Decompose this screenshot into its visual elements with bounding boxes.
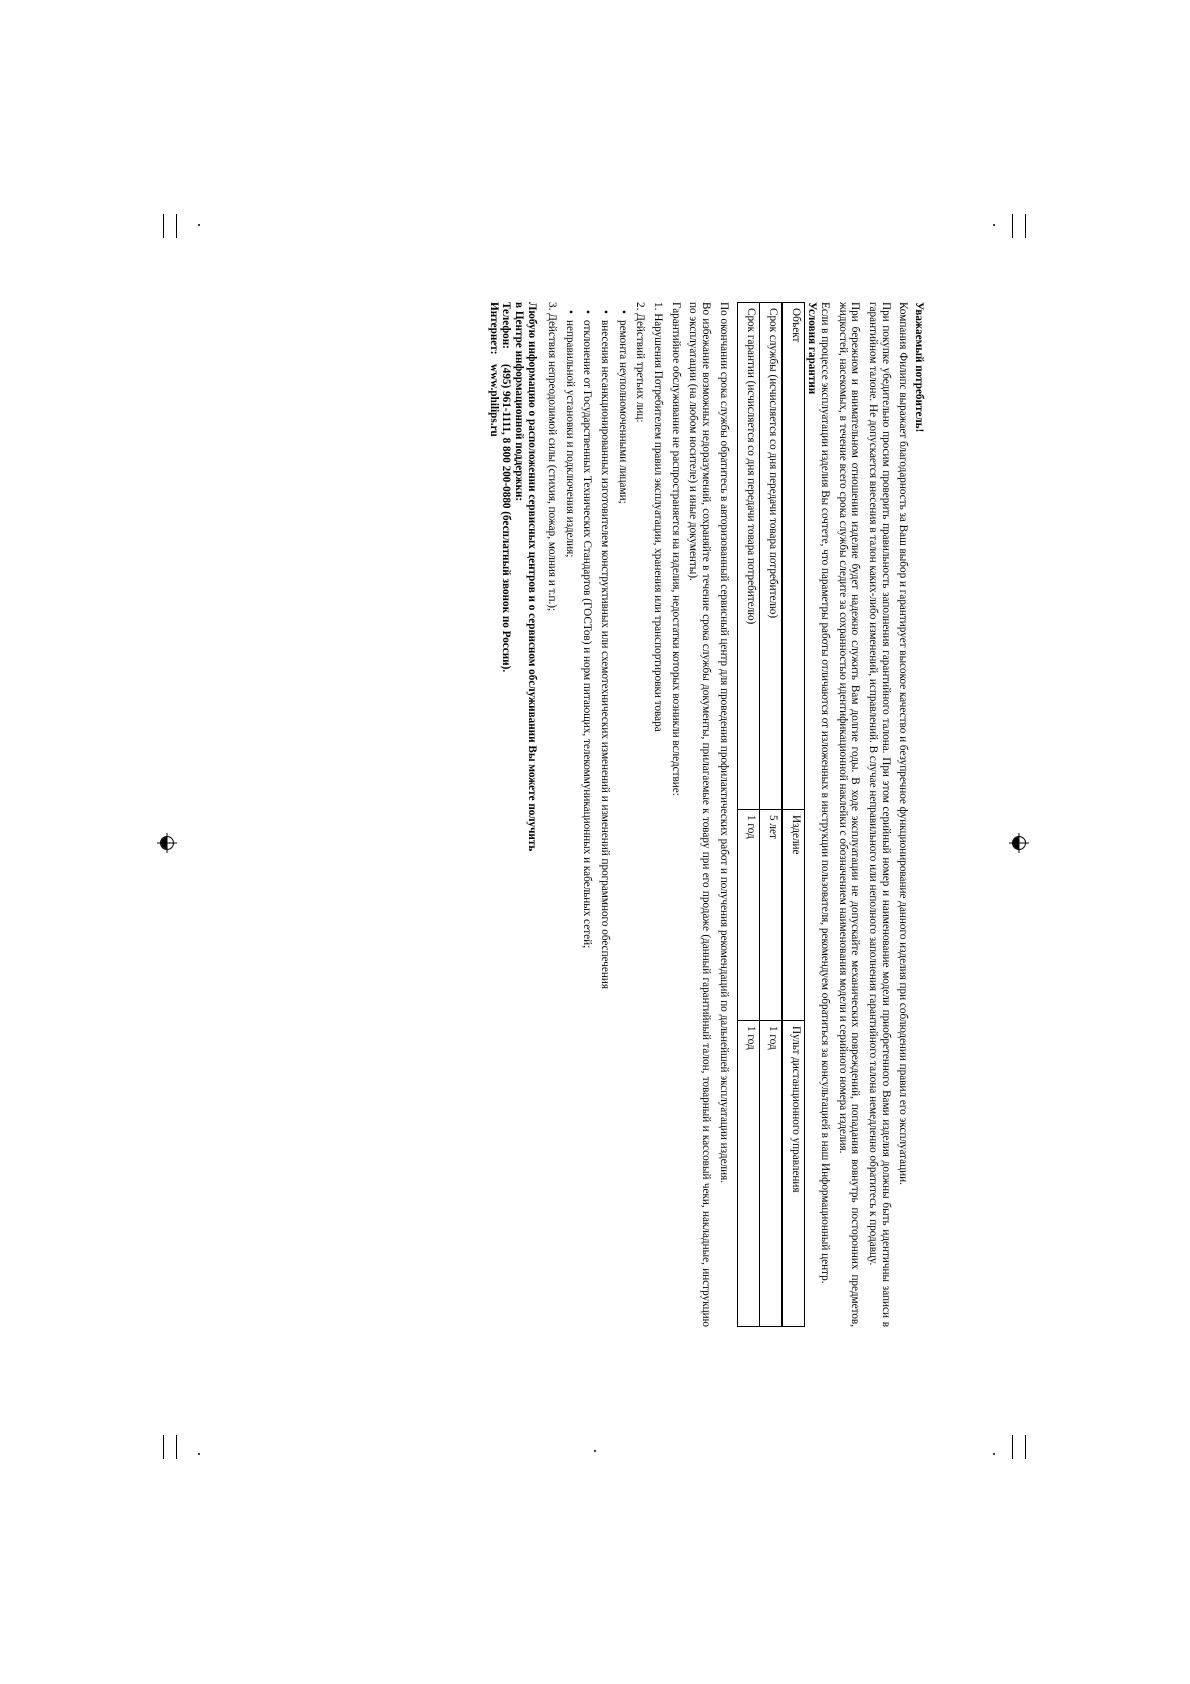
- condition-item-1: 1. Нарушения Потребителем правил эксплуатации, хранения или транспортировки товара: [652, 302, 665, 732]
- crop-dot: [993, 224, 995, 226]
- service-life-paragraph: По окончании срока службы обратитесь в авторизованный сервисный центр для проведения профилактических работ и получения рекомендаций по дальнейшей эксплуатации изделия.: [717, 302, 730, 1184]
- list-item: •отклонение от Государственных Технических Стандартов (ГОСТов) и норм питающих, телекоммуникационных и кабельных сетей;: [581, 310, 594, 949]
- table-row: [759, 303, 782, 1327]
- table-cell: Срок гарантии (исчисляется со дня передачи товара потребителю): [737, 303, 759, 810]
- warranty-table: [737, 302, 805, 1327]
- bullet-icon: •: [616, 310, 629, 314]
- crop-dot: [198, 1453, 200, 1455]
- crop-mark: [176, 214, 177, 238]
- crop-mark: [1025, 214, 1026, 238]
- table-cell: 1 год: [759, 1021, 782, 1327]
- phone-line: [500, 302, 513, 1327]
- crop-dot: [594, 1450, 596, 1452]
- crop-dot: [993, 1453, 995, 1455]
- crop-mark: [163, 214, 164, 238]
- crop-dot: [198, 224, 200, 226]
- contact-intro-2: в Центре информационной поддержки:: [512, 302, 525, 502]
- greeting-heading: Уважаемый потребитель!: [913, 302, 925, 433]
- bullet-icon: •: [581, 310, 594, 314]
- documents-paragraph: Во избежание возможных недоразумений, сохраняйте в течение срока службы документы, прилагаемые к товару при его продаже (данный гарантийный талон, товарный и кассовый чеки, накладные, инструкцию по эксплуатации (на любом носителе) и иные документы).: [687, 302, 713, 1327]
- bullet-icon: •: [563, 310, 576, 314]
- contact-block: [487, 302, 538, 1327]
- phone-value: (495) 961-1111, 8 800 200-0880 (бесплатный звонок по России).: [500, 364, 513, 673]
- condition-item-2: 2. Действий третьих лиц:: [634, 302, 647, 423]
- list-item: •ремонта неуполномоченными лицами;: [616, 310, 629, 504]
- warranty-sheet: [250, 302, 925, 1327]
- web-link[interactable]: www.philips.ru: [487, 364, 500, 437]
- table-row: [737, 303, 759, 1327]
- check-card-paragraph: При покупке убедительно просим проверить правильность заполнения гарантийного талона. При этом серийный номер и наименование модели приобретенного Вами изделия должны быть идентичны записи в гарантийном талоне. Не допускается внесения в талон каких-либо изменений, исправлений. В случае неправильного или неполного заполнения гарантийного талона немедленно обратитесь к продавцу.: [867, 302, 892, 1327]
- phone-label: Телефон:: [500, 302, 513, 349]
- list-item: •неправильной установки и подключения изделия;: [563, 310, 576, 558]
- table-cell: 5 лет: [759, 810, 782, 1021]
- table-header-remote: Пульт дистанционного управления: [782, 1021, 805, 1327]
- care-paragraph: При бережном и внимательном отношении изделие будет надежно служить Вам долгие годы. В ходе эксплуатации не допускайте механических повреждений, попадания вовнутрь посторонних предметов, жидкостей, насекомых, в течение всего срока службы следите за сохранностью идентификационной наклейки с обозначением наименования модели и серийного номера изделия.: [836, 302, 862, 1327]
- registration-mark-icon: [160, 836, 174, 850]
- registration-mark-icon: [1012, 836, 1026, 850]
- table-cell: Срок службы (исчисляется со дня передачи товара потребителю): [759, 303, 782, 810]
- warranty-conditions-title: Условия гарантии: [806, 302, 819, 395]
- web-line: [487, 302, 500, 1327]
- condition-item-3: 3. Действия непреодолимой силы (стихия, пожар, молния и т.п.);: [546, 302, 559, 612]
- crop-mark: [163, 1435, 164, 1459]
- crop-mark: [176, 1435, 177, 1459]
- web-label: Интернет:: [487, 302, 500, 355]
- table-header-object: Объект: [782, 303, 805, 810]
- crop-mark: [1012, 1435, 1013, 1459]
- consult-paragraph: Если в процессе эксплуатации изделия Вы сочтете, что параметры работы отличаются от изложенных в инструкции пользователя, рекомендуем обратиться за консультацией в наш Информационный центр.: [819, 302, 832, 1284]
- table-header-product: Изделие: [782, 810, 805, 1021]
- crop-mark: [1012, 214, 1013, 238]
- intro-paragraph: Компания Филипс выражает благодарность за Ваш выбор и гарантирует высокое качество и безупречное функционирование данного изделия при соблюдении правил его эксплуатации.: [897, 302, 910, 1185]
- contact-intro: Любую информацию о расположении сервисных центров и о сервисном обслуживании Вы можете получить: [525, 302, 538, 852]
- exclusions-intro: Гарантийное обслуживание не распространяется на изделия, недостатки которых возникли вследствие:: [669, 302, 682, 796]
- bullet-icon: •: [599, 310, 612, 314]
- table-cell: 1 год: [737, 810, 759, 1021]
- table-cell: 1 год: [737, 1021, 759, 1327]
- crop-mark: [1025, 1435, 1026, 1459]
- table-header-row: [782, 303, 805, 1327]
- list-item: •внесения несанкционированных изготовителем конструктивных или схемотехнических изменений и изменений программного обеспечения: [599, 310, 612, 989]
